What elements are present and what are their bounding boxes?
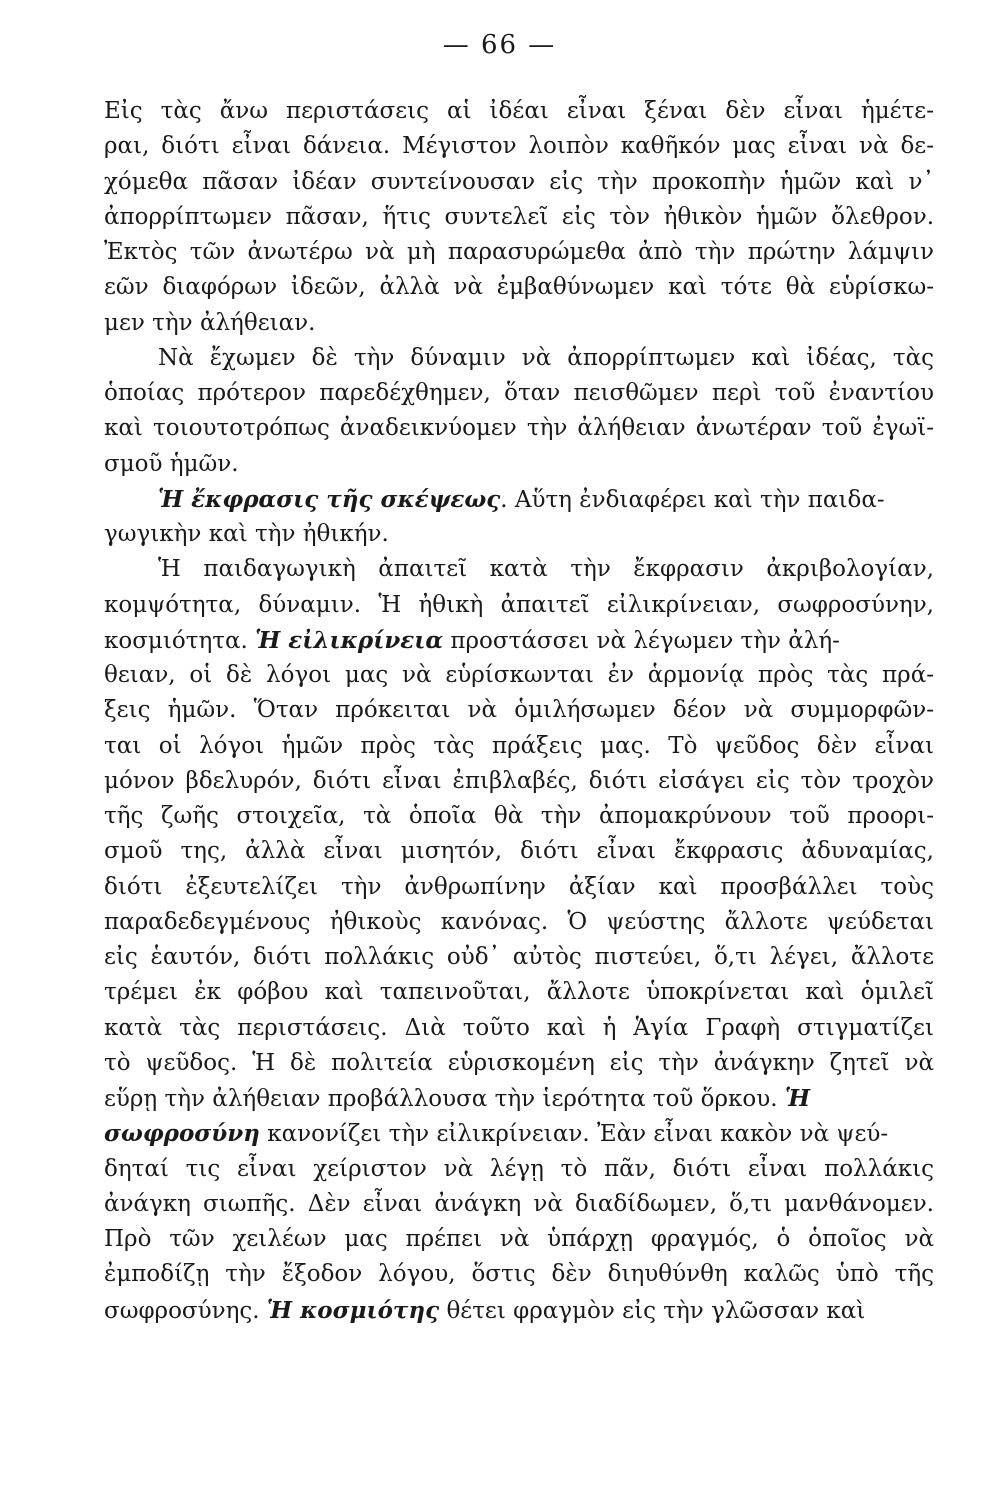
text-run: εὕρῃ τὴν ἀλήθειαν προβάλλουσα τὴν ἱερότητα τοῦ ὅρκου. [104, 1086, 778, 1112]
text-line: Ἐκτὸς τῶν ἀνωτέρω νὰ μὴ παρασυρώμεθα ἀπὸ τὴν πρώτην λάμψιν [104, 239, 934, 265]
text-line: ξεις ἡμῶν. Ὅταν πρόκειται νὰ ὁμιλήσωμεν δέον νὰ συμμορφῶν- [104, 697, 934, 724]
heading-prudence: σωφροσύνη [104, 1120, 260, 1148]
text-line: ἀνάγκη σιωπῆς. Δὲν εἶναι ἀνάγκη νὰ διαδίδωμεν, ὅ,τι μανθάνομεν. [104, 1190, 934, 1217]
text-line: τρέμει ἐκ φόβου καὶ ταπεινοῦται, ἄλλοτε ὑποκρίνεται καὶ ὁμιλεῖ [104, 979, 934, 1006]
text-line: διότι ἐξευτελίζει τὴν ἀνθρωπίνην ἀξίαν καὶ προσβάλλει τοὺς [104, 873, 934, 900]
text-line: ἐμποδίζῃ τὴν ἔξοδον λόγου, ὅστις δὲν διηυθύνθη καλῶς ὑπὸ τῆς [104, 1261, 934, 1288]
heading-expression-of-thought: Ἡ ἔκφρασις τῆς σκέψεως [158, 485, 501, 513]
text-line [104, 1293, 934, 1328]
text-line: θειαν, οἱ δὲ λόγοι μας νὰ εὑρίσκωνται ἐν ἁρμονίᾳ πρὸς τὰς πρά- [104, 662, 934, 688]
text-line: ται οἱ λόγοι ἡμῶν πρὸς τὰς πράξεις μας. Τὸ ψεῦδος δὲν εἶναι [104, 732, 934, 759]
text-line: χόμεθα πᾶσαν ἰδέαν συντείνουσαν εἰς τὴν προκοπὴν ἡμῶν καὶ ν᾽ [104, 168, 934, 195]
text-line: εῶν διαφόρων ἰδεῶν, ἀλλὰ νὰ ἐμβαθύνωμεν καὶ τότε θὰ εὑρίσκω- [104, 274, 934, 301]
text-line [104, 1116, 934, 1151]
heading-sincerity: Ἡ εἰλικρίνεια [255, 626, 444, 654]
text-run: προστάσσει νὰ λέγωμεν τὴν ἀλή- [450, 627, 840, 654]
heading-decency: Ἡ κοσμιότης [266, 1296, 440, 1324]
text-line: σμοῦ ἡμῶν. [104, 450, 239, 477]
page-number: — 66 — [442, 30, 557, 60]
text-line: μεν τὴν ἀλήθειαν. [104, 309, 316, 336]
text-run: . Αὕτη ἐνδιαφέρει καὶ τὴν παιδα- [500, 486, 885, 513]
heading-prudence-start: Ἡ [784, 1085, 811, 1112]
text-line: γωγικὴν καὶ τὴν ἠθικήν. [104, 521, 389, 547]
text-line: Νὰ ἔχωμεν δὲ τὴν δύναμιν νὰ ἀπορρίπτωμεν καὶ ἰδέας, τὰς [158, 344, 934, 371]
text-line: παραδεδεγμένους ἠθικοὺς κανόνας. Ὁ ψεύστης ἄλλοτε ψεύδεται [104, 908, 934, 935]
text-line: ὁποίας πρότερον παρεδέχθημεν, ὅταν πεισθῶμεν περὶ τοῦ ἐναντίου [104, 380, 934, 406]
text-line [104, 482, 934, 517]
text-run: θέτει φραγμὸν εἰς τὴν γλῶσσαν καὶ [446, 1297, 866, 1324]
text-line: τὸ ψεῦδος. Ἡ δὲ πολιτεία εὑρισκομένη εἰς τὴν ἀνάγκην ζητεῖ νὰ [104, 1049, 934, 1076]
text-line: κομψότητα, δύναμιν. Ἡ ἠθικὴ ἀπαιτεῖ εἰλικρίνειαν, σωφροσύνην, [104, 591, 934, 618]
text-line [104, 1081, 934, 1116]
text-run: σωφροσύνης. [104, 1297, 260, 1324]
text-line: δηταί τις εἶναι χείριστον νὰ λέγῃ τὸ πᾶν, διότι εἶναι πολλάκις [104, 1155, 934, 1182]
text-line [104, 623, 934, 658]
text-line: Ἡ παιδαγωγικὴ ἀπαιτεῖ κατὰ τὴν ἔκφρασιν ἀκριβολογίαν, [158, 556, 934, 583]
text-line: μόνον βδελυρόν, διότι εἶναι ἐπιβλαβές, διότι εἰσάγει εἰς τὸν τροχὸν [104, 767, 934, 794]
text-line: εἰς ἑαυτόν, διότι πολλάκις οὐδ᾽ αὐτὸς πιστεύει, ὅ,τι λέγει, ἄλλοτε [104, 944, 934, 970]
text-line: ραι, διότι εἶναι δάνεια. Μέγιστον λοιπὸν καθῆκόν μας εἶναι νὰ δε- [104, 133, 934, 160]
body-text [104, 94, 934, 1328]
text-line: σμοῦ της, ἀλλὰ εἶναι μισητόν, διότι εἶναι ἔκφρασις ἀδυναμίας, [104, 838, 934, 865]
text-line: κατὰ τὰς περιστάσεις. Διὰ τοῦτο καὶ ἡ Ἁγία Γραφὴ στιγματίζει [104, 1014, 934, 1041]
text-line: τῆς ζωῆς στοιχεῖα, τὰ ὁποῖα θὰ τὴν ἀπομακρύνουν τοῦ προορι- [104, 803, 934, 829]
text-run: κοσμιότητα. [104, 627, 248, 654]
text-run: κανονίζει τὴν εἰλικρίνειαν. Ἐὰν εἶναι κακὸν νὰ ψεύ- [267, 1121, 889, 1148]
text-line: ἀπορρίπτωμεν πᾶσαν, ἥτις συντελεῖ εἰς τὸν ἠθικὸν ἡμῶν ὄλεθρον. [104, 203, 934, 230]
text-line: Εἰς τὰς ἄνω περιστάσεις αἱ ἰδέαι εἶναι ξέναι δὲν εἶναι ἡμέτε- [104, 98, 934, 124]
text-line: καὶ τοιουτοτρόπως ἀναδεικνύομεν τὴν ἀλήθειαν ἀνωτέραν τοῦ ἐγωϊ- [104, 415, 934, 442]
text-line: Πρὸ τῶν χειλέων μας πρέπει νὰ ὑπάρχῃ φραγμός, ὁ ὁποῖος νὰ [104, 1226, 934, 1252]
